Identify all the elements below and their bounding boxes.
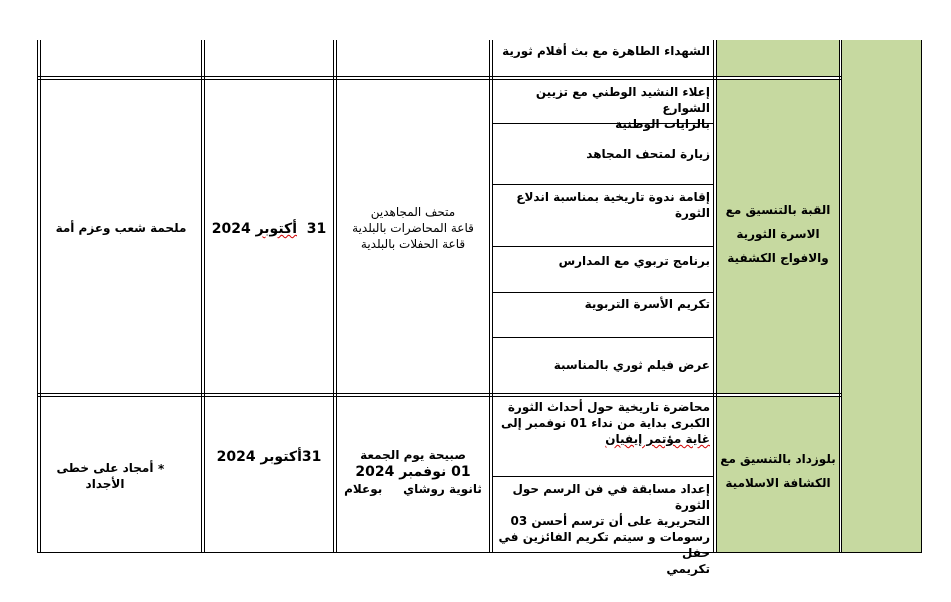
outer-green-column <box>841 40 922 552</box>
bullet-icon: * <box>158 462 165 476</box>
place-text: متحف المجاهدين قاعة المحاضرات بالبلدية قاعة الحفلات بالبلدية <box>352 205 474 251</box>
activity-text: برنامج تربوي مع المدارس <box>558 254 710 268</box>
activity-text: إقامة ندوة تاريخية بمناسبة اندلاع الثورة <box>516 190 710 220</box>
activity-text: عرض فيلم ثوري بالمناسبة <box>553 358 710 372</box>
table-border <box>921 40 922 553</box>
activity-separator <box>492 292 714 293</box>
row-separator <box>37 393 842 394</box>
program-title: ملحمة شعب وعزم أمة <box>55 221 187 235</box>
activity-text: زيارة لمتحف المجاهد <box>586 147 710 161</box>
table-border <box>201 40 202 553</box>
activity-text: تكريم الأسرة التربوية <box>584 297 710 311</box>
activity-text: الشهداء الطاهرة مع بث أفلام ثورية <box>502 44 710 58</box>
place-text: صبيحة يوم الجمعة 01 نوفمبر 2024 ثانوية روشاي بوعلام <box>344 448 482 496</box>
table-border <box>716 40 717 553</box>
partner-cell-row1 <box>716 40 839 77</box>
table-border <box>841 40 842 553</box>
row-separator <box>37 552 922 553</box>
table-border <box>204 40 205 553</box>
activity-separator <box>492 184 714 185</box>
program-title: أمجاد على خطى الأجداد <box>56 461 154 491</box>
partner-text: القبة بالتنسيق مع الاسرة الثورية والافواج الكشفية <box>725 203 831 265</box>
activity-text: محاضرة تاريخية حول أحداث الثورة الكبرى بداية من نداء 01 نوفمبر إلى غاية مؤتمر إيفيان <box>500 400 710 446</box>
activity-separator <box>492 476 714 477</box>
date-text: 31 أكتوبر 2024 <box>211 221 327 237</box>
activity-text: إعداد مسابقة في فن الرسم حول الثورة التحريرية على أن ترسم أحسن 03 رسومات و سيتم تكريم الفائزين في حفل تكريمي <box>498 482 710 576</box>
row-separator <box>37 396 842 397</box>
table-border <box>40 40 41 553</box>
activity-separator <box>492 337 714 338</box>
table-border <box>489 40 490 553</box>
activity-text: إعلاء النشيد الوطني مع تزيين الشوارع بالرايات الوطنية <box>535 85 710 131</box>
table-border <box>336 40 337 553</box>
table-border <box>37 40 38 553</box>
partner-text: بلوزداد بالتنسيق مع الكشافة الاسلامية <box>720 452 836 490</box>
row-separator <box>37 79 842 80</box>
table-border <box>839 40 840 553</box>
table-border <box>333 40 334 553</box>
row-separator <box>37 76 842 77</box>
activity-separator <box>492 246 714 247</box>
date-text: 31أكتوبر 2024 <box>216 449 322 465</box>
